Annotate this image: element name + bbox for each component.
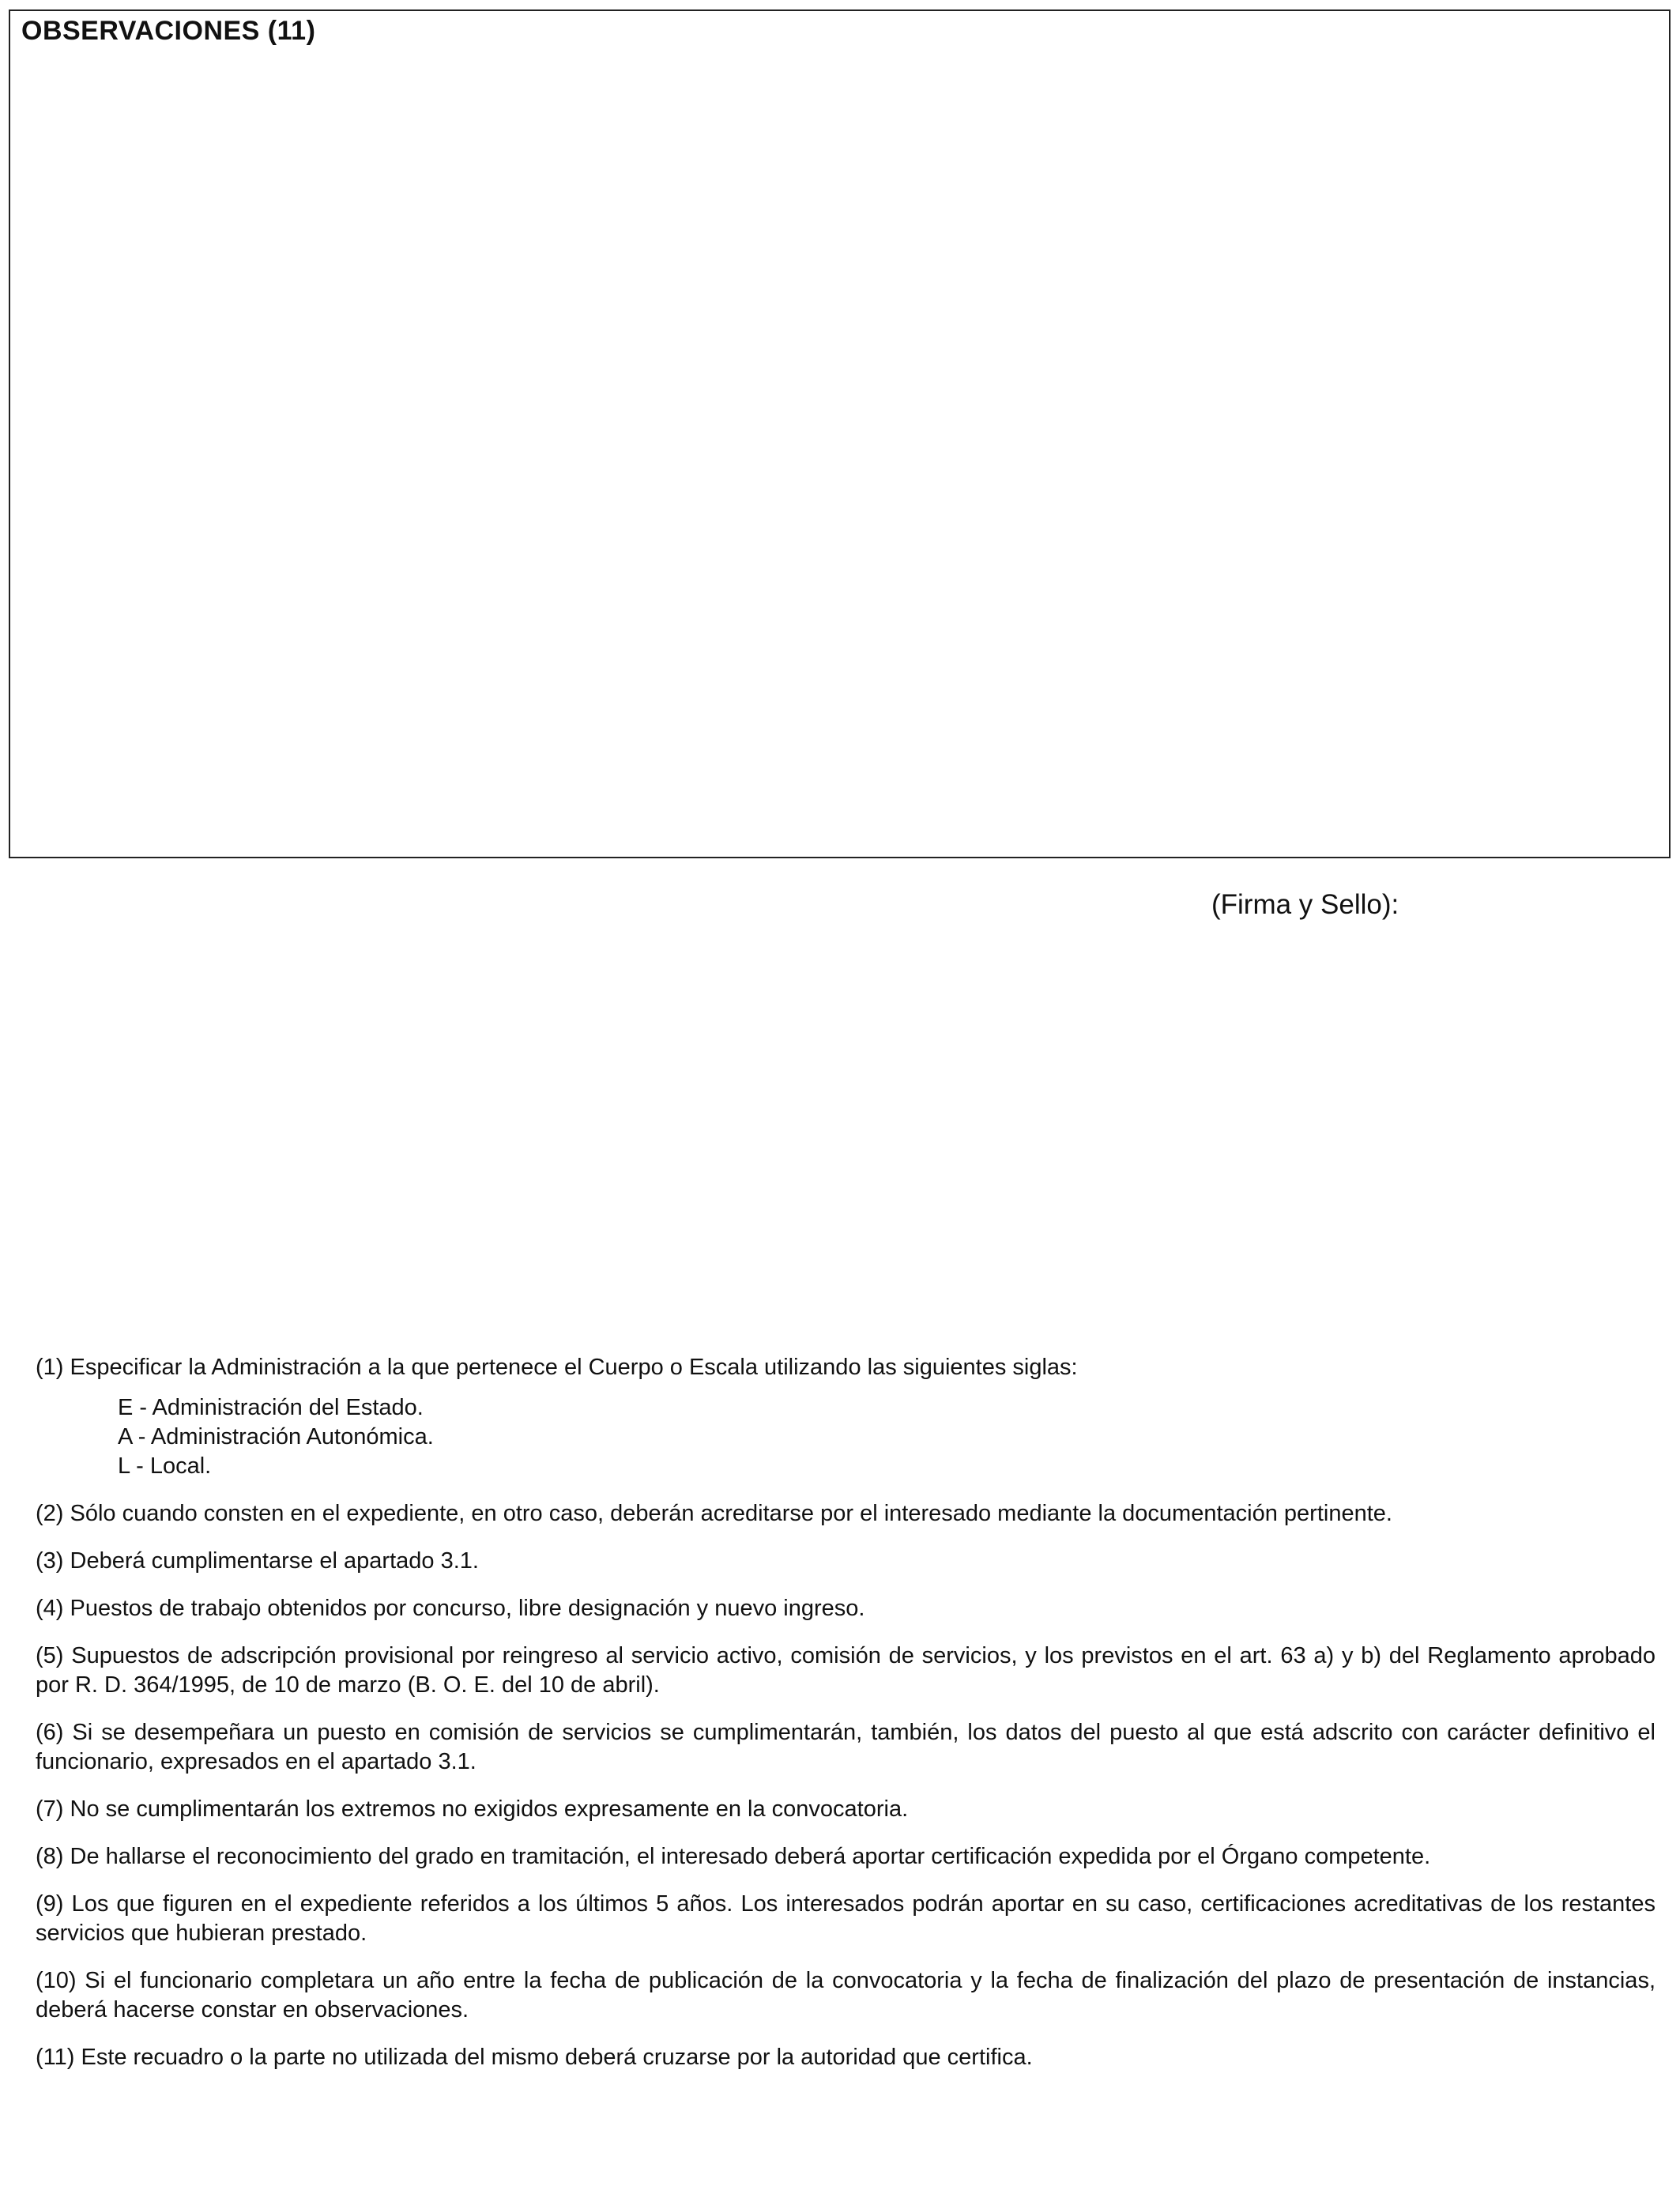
footnote-7: (7) No se cumplimentarán los extremos no exigidos expresamente en la convocatoria. — [36, 1796, 909, 1822]
administration-codes-list — [118, 1393, 1656, 1481]
code-e-item: E - Administración del Estado. — [118, 1395, 424, 1420]
code-l-item: L - Local. — [118, 1453, 212, 1479]
observations-title: OBSERVACIONES (11) — [21, 16, 316, 46]
footnote-5: (5) Supuestos de adscripción provisional por reingreso al servicio activo, comisión de servicios, y los previstos en el art. 63 a) y b) del Reglamento aprobado por R. D. 364/1995, de 10 de marzo (B. O. E. del 10 de abril). — [36, 1643, 1656, 1698]
footnote-10: (10) Si el funcionario completara un año entre la fecha de publicación de la convocatoria y la fecha de finalización del plazo de presentación de instancias, deberá hacerse constar en observaciones. — [36, 1968, 1656, 2022]
footnote-8: (8) De hallarse el reconocimiento del grado en tramitación, el interesado deberá aportar certificación expedida por el Órgano competente. — [36, 1844, 1431, 1869]
footnote-6: (6) Si se desempeñara un puesto en comisión de servicios se cumplimentarán, también, los datos del puesto al que está adscrito con carácter definitivo el funcionario, expresados en el apartado 3.1. — [36, 1720, 1656, 1774]
signature-label: (Firma y Sello): — [1211, 889, 1399, 920]
observations-box — [9, 9, 1671, 858]
code-a-item: A - Administración Autonómica. — [118, 1424, 434, 1449]
footnotes — [36, 1353, 1656, 2090]
footnote-11: (11) Este recuadro o la parte no utilizada del mismo deberá cruzarse por la autoridad que certifica. — [36, 2045, 1033, 2070]
footnote-9: (9) Los que figuren en el expediente referidos a los últimos 5 años. Los interesados podrán aportar en su caso, certificaciones acreditativas de los restantes servicios que hubieran prestado. — [36, 1891, 1656, 1946]
footnote-1: (1) Especificar la Administración a la que pertenece el Cuerpo o Escala utilizando las siguientes siglas: — [36, 1355, 1078, 1380]
footnote-3: (3) Deberá cumplimentarse el apartado 3.1. — [36, 1548, 479, 1574]
footnote-4: (4) Puestos de trabajo obtenidos por concurso, libre designación y nuevo ingreso. — [36, 1596, 865, 1621]
footnote-2: (2) Sólo cuando consten en el expediente, en otro caso, deberán acreditarse por el interesado mediante la documentación pertinente. — [36, 1501, 1392, 1526]
